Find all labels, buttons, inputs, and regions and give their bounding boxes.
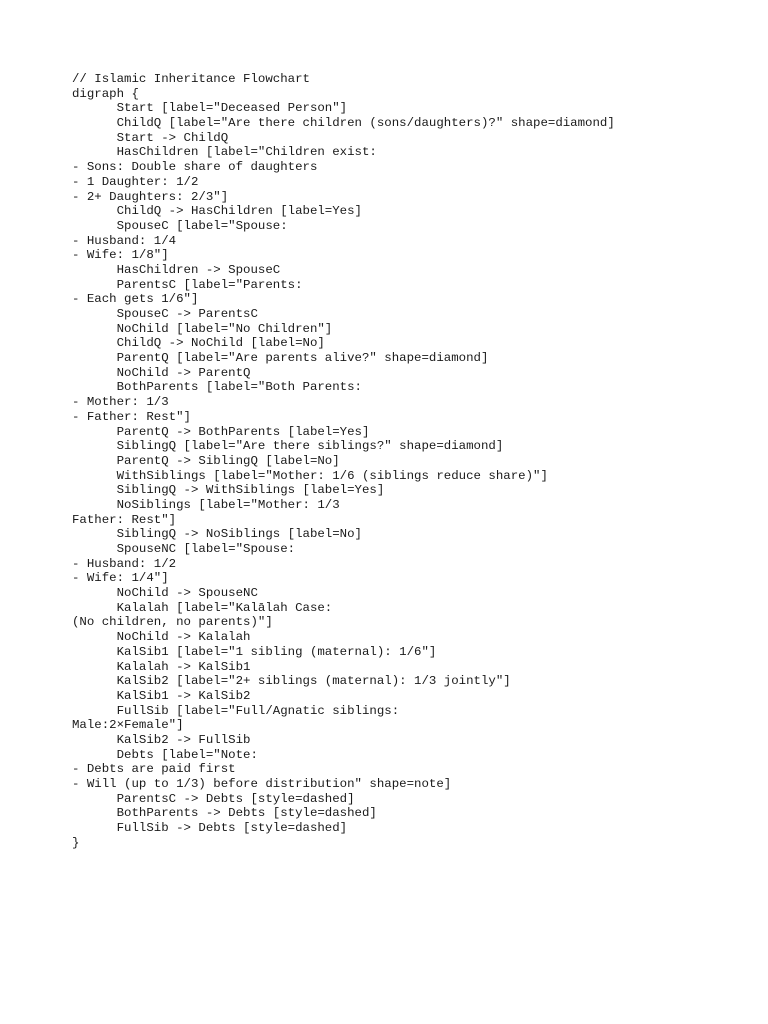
code-line: - Wife: 1/8"] bbox=[72, 248, 169, 263]
code-line: ChildQ [label="Are there children (sons/daughters)?" shape=diamond] bbox=[72, 116, 615, 131]
code-line: - Debts are paid first bbox=[72, 762, 236, 777]
code-line: - 1 Daughter: 1/2 bbox=[72, 174, 199, 189]
code-line: - Will (up to 1/3) before distribution" shape=note] bbox=[72, 777, 452, 791]
code-line: - Father: Rest"] bbox=[72, 409, 191, 424]
code-line: SpouseNC [label="Spouse: bbox=[72, 542, 296, 556]
code-line: ChildQ -> HasChildren [label=Yes] bbox=[72, 204, 362, 219]
code-line: SiblingQ [label="Are there siblings?" shape=diamond] bbox=[72, 439, 504, 454]
code-line: Father: Rest"] bbox=[72, 512, 177, 527]
code-line: Male:2×Female"] bbox=[72, 718, 184, 733]
code-line: - 2+ Daughters: 2/3"] bbox=[72, 189, 229, 204]
code-line: WithSiblings [label="Mother: 1/6 (siblings reduce share)"] bbox=[72, 468, 548, 483]
code-line: KalSib1 -> KalSib2 bbox=[72, 688, 251, 703]
code-line: digraph { bbox=[72, 86, 139, 101]
code-line: KalSib2 -> FullSib bbox=[72, 732, 251, 747]
code-line: Start [label="Deceased Person"] bbox=[72, 101, 348, 116]
code-listing bbox=[72, 72, 752, 850]
code-line: Debts [label="Note: bbox=[72, 747, 258, 762]
code-line: BothParents -> Debts [style=dashed] bbox=[72, 806, 377, 821]
code-line: NoChild -> SpouseNC bbox=[72, 586, 258, 601]
code-line: FullSib [label="Full/Agnatic siblings: bbox=[72, 703, 400, 718]
code-line: ParentsC -> Debts [style=dashed] bbox=[72, 791, 355, 806]
code-line: HasChildren [label="Children exist: bbox=[72, 145, 377, 160]
code-line: SiblingQ -> NoSiblings [label=No] bbox=[72, 527, 362, 542]
code-line: SpouseC [label="Spouse: bbox=[72, 218, 288, 233]
code-line: - Each gets 1/6"] bbox=[72, 292, 199, 307]
code-line: ParentQ [label="Are parents alive?" shape=diamond] bbox=[72, 351, 489, 366]
code-line: ParentQ -> SiblingQ [label=No] bbox=[72, 453, 340, 468]
code-line: (No children, no parents)"] bbox=[72, 615, 273, 630]
comment-line: // Islamic Inheritance Flowchart bbox=[72, 72, 310, 86]
code-line: NoSiblings [label="Mother: 1/3 bbox=[72, 497, 340, 512]
code-line: HasChildren -> SpouseC bbox=[72, 262, 281, 277]
code-line: SpouseC -> ParentsC bbox=[72, 307, 258, 321]
closing-brace-line: } bbox=[72, 835, 80, 850]
code-line: - Husband: 1/4 bbox=[72, 233, 177, 248]
code-line: FullSib -> Debts [style=dashed] bbox=[72, 821, 348, 836]
code-line: NoChild -> Kalalah bbox=[72, 630, 251, 645]
code-line: BothParents [label="Both Parents: bbox=[72, 380, 362, 395]
code-line: - Husband: 1/2 bbox=[72, 556, 177, 571]
code-line: Start -> ChildQ bbox=[72, 130, 229, 145]
code-line: ParentQ -> BothParents [label=Yes] bbox=[72, 424, 370, 439]
code-line: NoChild [label="No Children"] bbox=[72, 321, 333, 336]
code-line: - Mother: 1/3 bbox=[72, 395, 169, 410]
code-line: Kalalah [label="Kalālah Case: bbox=[72, 600, 333, 615]
code-line: ChildQ -> NoChild [label=No] bbox=[72, 336, 325, 351]
code-line: ParentsC [label="Parents: bbox=[72, 277, 303, 292]
code-line: Kalalah -> KalSib1 bbox=[72, 659, 251, 674]
code-line: SiblingQ -> WithSiblings [label=Yes] bbox=[72, 483, 385, 498]
code-line: NoChild -> ParentQ bbox=[72, 365, 251, 380]
code-line: - Wife: 1/4"] bbox=[72, 571, 169, 586]
code-line: - Sons: Double share of daughters bbox=[72, 160, 318, 175]
code-line: KalSib1 [label="1 sibling (maternal): 1/6"] bbox=[72, 644, 437, 659]
code-line: KalSib2 [label="2+ siblings (maternal): 1/3 jointly"] bbox=[72, 674, 511, 689]
